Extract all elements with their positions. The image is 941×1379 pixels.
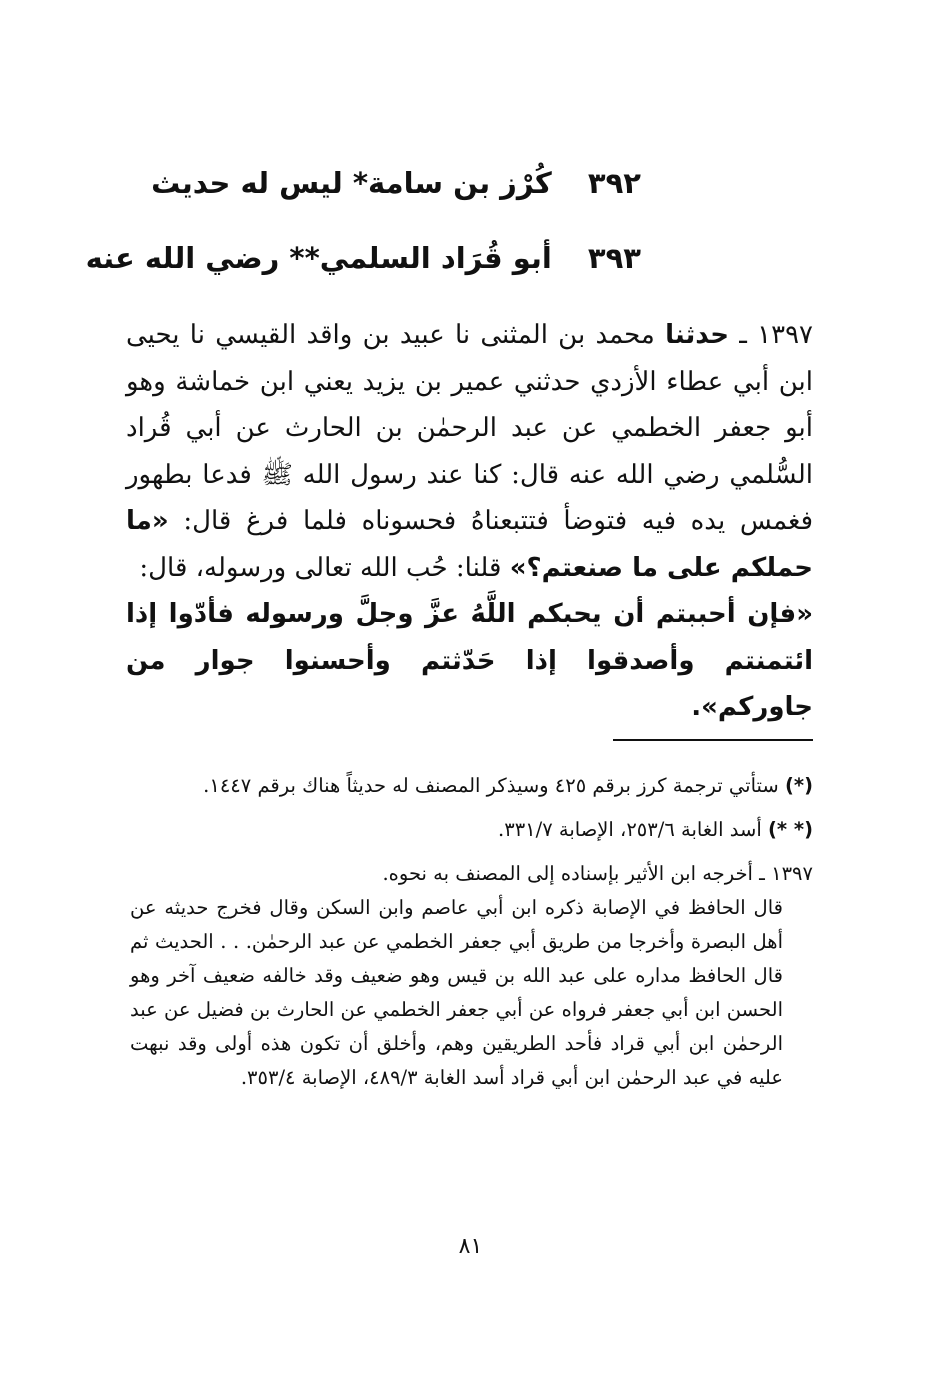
hadith-isnad: محمد بن المثنى نا عبيد بن واقد القيسي نا يحيى ابن أبي عطاء الأزدي حدثني عمير بن يزيد يعني ابن خماشة وهو أبو جعفر الخطمي عن عبد الرحمٰن بن الحارث عن أبي قُراد السُّلمي رضي الله عنه قال: كنا عند رسول الله ﷺ فدعا بطهور فغمس يده فيه فتوضأ فتتبعناهُ فحسوناه فلما فرغ قال:	[126, 320, 813, 536]
hadith-quote-question: «ما حملكم على ما صنعتم؟»	[126, 506, 813, 583]
entry-heading-393	[85, 241, 641, 276]
footnotes	[130, 769, 813, 1095]
hadith-middle-text: قلنا: حُب الله تعالى ورسوله، قال:	[139, 552, 502, 583]
hadith-lead-word: حدثنا	[665, 320, 730, 350]
entry-number: ٣٩٢	[587, 166, 641, 200]
entry-number: ٣٩٣	[587, 241, 641, 275]
footnote-2	[130, 813, 813, 847]
entry-title: أبو قُرَاد السلمي** رضي الله عنه	[85, 241, 552, 275]
footnote-3	[130, 857, 813, 891]
footnote-separator	[613, 739, 813, 741]
footnote-1	[130, 769, 813, 803]
footnote-text: أسد الغابة ٢٥٣/٦، الإصابة ٣٣١/٧.	[498, 818, 762, 841]
hadith-number: ١٣٩٧	[757, 320, 814, 350]
footnote-number: ١٣٩٧ ـ	[759, 862, 813, 885]
footnote-3-continuation: قال الحافظ في الإصابة ذكره ابن أبي عاصم وابن السكن وقال فخرج حديثه عن أهل البصرة وأخرجا من طريق أبي جعفر الخطمي عن عبد الرحمٰن. . . الحديث ثم قال الحافظ مداره على عبد الله بن قيس وهو ضعيف وقد خالفه ضعيف آخر وهو الحسن ابن أبي جعفر فرواه عن أبي جعفر الخطمي عن الحارث بن فضيل عن عبد الرحمٰن ابن أبي قراد فأحد الطريقين وهم، وأخلق أن تكون هذه أولى وقد نبهت عليه في عبد الرحمٰن ابن أبي قراد أسد الغابة ٤٨٩/٣، الإصابة ٣٥٣/٤.	[130, 896, 783, 1089]
hadith-quote-answer: «فإن أحببتم أن يحبكم اللَّهُ عزَّ وجلَّ ورسوله فأدّوا إذا ائتمنتم وأصدقوا إذا حَدّثتم وأحسنوا جوار من جاوركم».	[126, 599, 813, 722]
entry-heading-392	[151, 166, 641, 201]
footnote-text: ستأتي ترجمة كرز برقم ٤٢٥ وسيذكر المصنف له حديثاً هناك برقم ١٤٤٧.	[203, 774, 779, 797]
page-number: ٨١	[458, 1234, 483, 1259]
entry-title: كُرْز بن سامة* ليس له حديث	[151, 166, 552, 200]
hadith-paragraph: ١٣٩٧ ـ حدثنا محمد بن المثنى نا عبيد بن واقد القيسي نا يحيى ابن أبي عطاء الأزدي حدثني عمير بن يزيد يعني ابن خماشة وهو أبو جعفر الخطمي عن عبد الرحمٰن بن الحارث عن أبي قُراد السُّلمي رضي الله عنه قال: كنا عند رسول الله ﷺ فدعا بطهور فغمس يده فيه فتوضأ فتتبعناهُ فحسوناه فلما فرغ قال: «ما حملكم على ما صنعتم؟» قلنا: حُب الله تعالى ورسوله، قال:	[126, 320, 814, 583]
footnote-text: أخرجه ابن الأثير بإسناده إلى المصنف به نحوه.	[382, 862, 753, 885]
footnote-marker: (*)	[784, 774, 813, 797]
footnote-marker: (* *)	[767, 818, 813, 841]
hadith-body	[126, 312, 813, 731]
